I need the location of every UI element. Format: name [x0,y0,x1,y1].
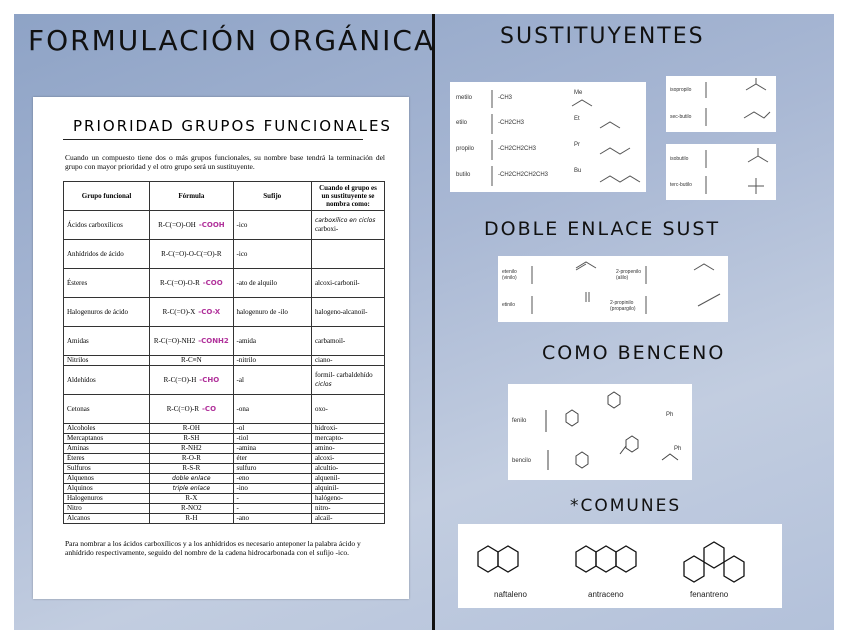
substituent-name: alquenil- [311,474,384,484]
benzene-card [508,384,692,480]
benzene-structures [508,384,692,480]
formula: R-C(=O)-O-R [160,278,200,287]
substituent-name: formil- carbaldehído [314,371,373,379]
table-row [64,240,385,269]
substituents-card [450,82,646,192]
suffix: -ino [233,484,311,494]
formula: R-H [150,514,233,524]
substituent-name: isopropilo [670,87,692,93]
handwritten-note: -CO-X [198,307,221,316]
heading-sustituyentes: SUSTITUYENTES [500,24,705,49]
formula: triple enlace [150,484,233,494]
double-bond-card [498,256,728,322]
substituent-name: alcail- [311,514,384,524]
group-name: Cetonas [64,395,150,424]
branched-substituents-card-a [666,76,776,132]
group-name: Halogenuros [64,494,150,504]
group-name: Ésteres [64,269,150,298]
suffix: - [233,504,311,514]
substituent-name: amino- [311,444,384,454]
formula: R-S-R [150,464,233,474]
table-row [64,474,385,484]
branched-structures [666,76,776,132]
double-bond-name: etinilo [502,302,516,308]
branched-structures [666,144,776,200]
table-row [64,395,385,424]
branched-substituents-card-b [666,144,776,200]
substituent-name: alcoxi-carbonil- [311,269,384,298]
substituent-name: ciano- [311,356,384,366]
column-header: Cuando el grupo es un sustituyente se nombra como: [311,182,384,211]
formula-cell [150,298,233,327]
group-name: Nitro [64,504,150,514]
substituent-symbol: Pr [574,142,580,148]
substituent-cell [311,366,384,395]
substituent-name: nitro- [311,504,384,514]
heading-como-benceno: COMO BENCENO [542,342,726,364]
compound-name: naftaleno [494,590,527,599]
table-row [64,484,385,494]
handwritten-note: -COO [202,278,223,287]
formula-cell [150,240,233,269]
substituent-name: oxo- [311,395,384,424]
suffix: halogenuro de -ilo [233,298,311,327]
substituent-name: metilo [456,95,473,101]
common-compounds-card [458,524,782,608]
suffix: -amida [233,327,311,356]
table-row [64,424,385,434]
substituent-name: terc-butilo [670,182,692,188]
suffix: -ona [233,395,311,424]
substituent-symbol: Bu [574,168,582,174]
benzene-substituent-name: fenilo [512,418,527,424]
substituent-name: carboxi- [314,225,339,233]
formula: R-C(=O)-NH2 [153,336,196,345]
substituent-name: isobutilo [670,156,689,162]
formula-cell [150,366,233,395]
substituent-name: alcultio- [311,464,384,474]
substituent-name: sec-butilo [670,114,692,120]
compound-name: antraceno [588,590,624,599]
functional-groups-sheet [33,97,409,599]
group-name: Ácidos carboxílicos [64,211,150,240]
substituent-symbol: Me [574,90,583,96]
formula: R-NO2 [150,504,233,514]
substituent-name: hidroxi- [311,424,384,434]
group-name: Anhídridos de ácido [64,240,150,269]
substituent-symbol: Et [574,116,580,122]
formula: R-X [150,494,233,504]
group-name: Sulfuros [64,464,150,474]
group-name: Halogenuros de ácido [64,298,150,327]
group-name: Alcanos [64,514,150,524]
substituent-name [311,240,384,269]
handwritten-note: -CHO [199,375,220,384]
heading-formulacion-organica: FORMULACIÓN ORGÁNICA [28,24,436,57]
formula: R-O-R [150,454,233,464]
group-name: Mercaptanos [64,434,150,444]
substituent-formula: -CH2CH3 [498,120,525,126]
column-header: Fórmula [150,182,233,211]
table-row [64,211,385,240]
substituent-name: alcoxi- [311,454,384,464]
double-bond-structures [498,256,728,322]
formula-cell [150,395,233,424]
table-row [64,514,385,524]
title-underline [63,139,363,140]
suffix: sulfuro [233,464,311,474]
formula-cell [150,327,233,356]
substituent-name: butilo [456,172,471,178]
table-row [64,356,385,366]
substituent-name: halogeno-alcanoil- [311,298,384,327]
substituent-cell [311,211,384,240]
suffix: -amina [233,444,311,454]
substituent-formula: -CH2CH2CH2CH3 [498,172,549,178]
column-header: Sufijo [233,182,311,211]
suffix: -ol [233,424,311,434]
heading-comunes: *COMUNES [570,496,682,516]
double-bond-name: 2-propenilo (alilo) [616,269,642,281]
substituent-name: propilo [456,146,475,152]
sheet-title: PRIORIDAD GRUPOS FUNCIONALES [73,117,392,135]
formula: R-C(=O)-R [166,404,200,413]
group-name: Alcoholes [64,424,150,434]
formula-cell [150,211,233,240]
page-divider [432,14,435,630]
group-name: Éteres [64,454,150,464]
table-row [64,434,385,444]
group-name: Alquenos [64,474,150,484]
table-row [64,464,385,474]
formula: R-C(=O)-OH [158,220,196,229]
substituent-formula: -CH2CH2CH3 [498,146,537,152]
substituent-name: etilo [456,120,468,126]
suffix: -tiol [233,434,311,444]
table-row [64,298,385,327]
handwritten-note: -CO [202,404,217,413]
formula: R-C(=O)-X [162,307,196,316]
suffix: -ano [233,514,311,524]
suffix: -ato de alquilo [233,269,311,298]
suffix: -ico [233,211,311,240]
functional-groups-table [63,181,385,524]
double-bond-name: etenilo (vinilo) [502,269,517,281]
handwritten-ink: ciclos [314,381,332,388]
table-row [64,269,385,298]
benzene-symbol: Ph [674,446,682,452]
substituent-formula: -CH3 [498,95,513,101]
formula: R-OH [150,424,233,434]
suffix: -eno [233,474,311,484]
suffix: -nitrilo [233,356,311,366]
substituent-name: halógeno- [311,494,384,504]
table-row [64,504,385,514]
suffix: -ico [233,240,311,269]
heading-doble-enlace: DOBLE ENLACE SUST [484,218,721,240]
group-name: Aldehídos [64,366,150,395]
sheet-intro: Cuando un compuesto tiene dos o más grupos funcionales, su nombre base tendrá la terminación del grupo con mayor prioridad y el otro grupo será un sustituyente. [65,153,385,171]
suffix: -al [233,366,311,395]
substituent-name: mercapto- [311,434,384,444]
table-row [64,327,385,356]
substituent-name: carbamoil- [311,327,384,356]
sheet-footer: Para nombrar a los ácidos carboxílicos y a los anhídridos es necesario anteponer la palabra ácido y anhídrido respectivamente, seguido del nombre de la cadena hidrocarbonada con el sufijo -ico. [65,539,361,557]
compound-name: fenantreno [690,590,729,599]
formula: R-C(=O)-O-C(=O)-R [161,249,222,258]
table-row [64,454,385,464]
formula: doble enlace [150,474,233,484]
suffix: éter [233,454,311,464]
formula: R-C≡N [150,356,233,366]
group-name: Amidas [64,327,150,356]
handwritten-note: -CONH2 [198,336,229,345]
group-name: Aminas [64,444,150,454]
formula: R-SH [150,434,233,444]
substituent-name: alquinil- [311,484,384,494]
handwritten-note: -COOH [198,220,225,229]
benzene-symbol: Ph [666,412,674,418]
group-name: Alquinos [64,484,150,494]
group-name: Nitrilos [64,356,150,366]
formula: R-NH2 [150,444,233,454]
handwritten-ink: carboxílico en ciclos [314,217,376,224]
table-row [64,494,385,504]
formula-cell [150,269,233,298]
table-row [64,444,385,454]
column-header: Grupo funcional [64,182,150,211]
benzene-substituent-name: bencilo [512,458,532,464]
table-row [64,366,385,395]
suffix: - [233,494,311,504]
double-bond-name: 2-propinilo (propargilo) [610,300,636,312]
formula: R-C(=O)-H [163,375,197,384]
